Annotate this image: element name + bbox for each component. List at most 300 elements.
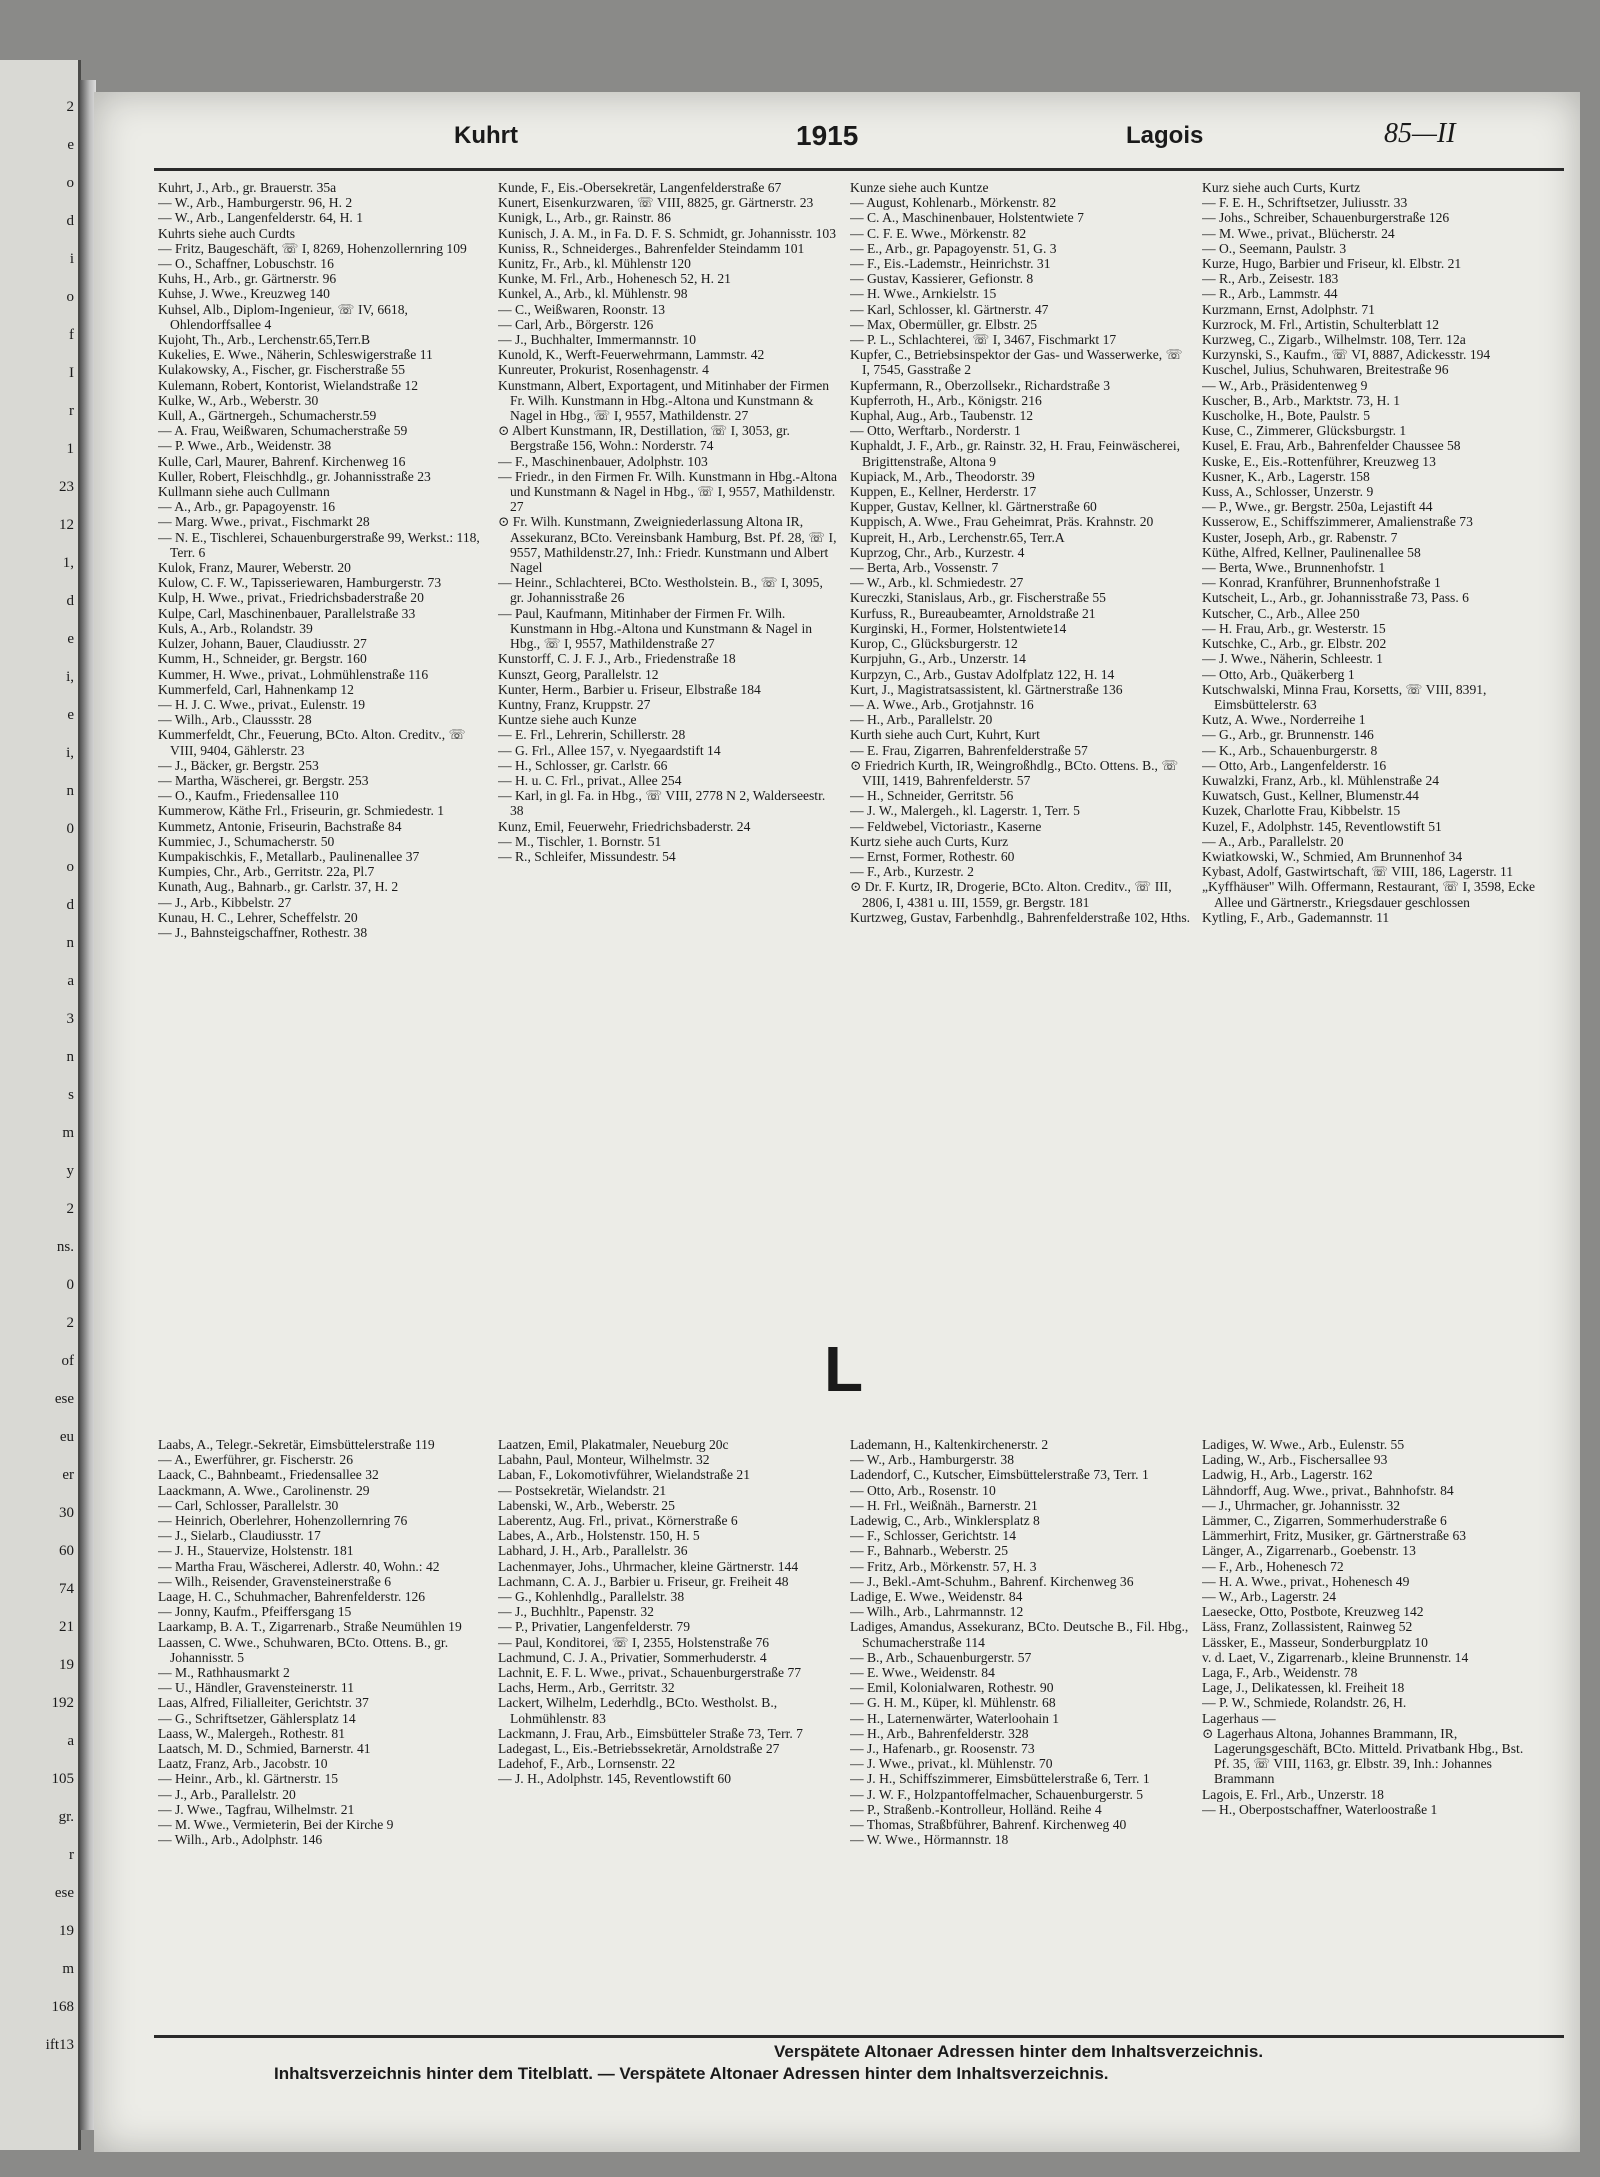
directory-entry: ⊙ Fr. Wilh. Kunstmann, Zweigniederlassung Altona IR, Assekuranz, BCto. Vereinsbank Hamburg, Bst. Pf. 28, ☏ I, 9557, Mathildenstr.27, Inh.: Friedr. Kunstmann und Albert Nagel xyxy=(498,514,837,576)
directory-entry: — H., Arb., Bahrenfelderstr. 328 xyxy=(850,1725,1029,1741)
directory-entry: — U., Händler, Gravensteinerstr. 11 xyxy=(158,1680,355,1696)
directory-entry: Kuwatsch, Gust., Kellner, Blumenstr.44 xyxy=(1202,788,1419,804)
directory-entry: Laatzen, Emil, Plakatmaler, Neueburg 20c xyxy=(498,1437,729,1452)
directory-entry: Kutscheit, L., Arb., gr. Johannisstraße 73, Pass. 6 xyxy=(1202,590,1469,606)
directory-entry: Kuse, C., Zimmerer, Glücksburgstr. 1 xyxy=(1202,423,1407,439)
directory-entry: Labenski, W., Arb., Weberstr. 25 xyxy=(498,1497,675,1513)
directory-entry: Ladiges, Amandus, Assekuranz, BCto. Deutsche B., Fil. Hbg., Schumacherstraße 114 xyxy=(850,1619,1189,1650)
directory-entry: Lackmann, J. Frau, Arb., Eimsbütteler Straße 73, Terr. 7 xyxy=(498,1725,803,1741)
left-page-fragment: y xyxy=(66,1163,74,1179)
directory-entry: ⊙ Friedrich Kurth, IR, Weingroßhdlg., BCto. Ottens. B., ☏ VIII, 1419, Bahrenfelderstr. 57 xyxy=(850,757,1179,788)
directory-entry: Lachenmayer, Johs., Uhrmacher, kleine Gärtnerstr. 144 xyxy=(498,1558,799,1574)
footer-line-2: Inhaltsverzeichnis hinter dem Titelblatt. — Verspätete Altonaer Adressen hinter dem Inhaltsverzeichnis. xyxy=(274,2064,1109,2083)
left-page-fragment: 105 xyxy=(51,1771,74,1787)
directory-entry: Kupferroth, H., Arb., Königstr. 216 xyxy=(850,392,1042,408)
directory-entry: Kurzmann, Ernst, Adolphstr. 71 xyxy=(1202,301,1375,317)
left-page-fragment: ift13 xyxy=(45,2037,74,2053)
directory-entry: Lackert, Wilhelm, Lederhdlg., BCto. Westholst. B., Lohmühlenstr. 83 xyxy=(498,1695,778,1726)
directory-entry: — A., Arb., gr. Papagoyenstr. 16 xyxy=(158,499,336,515)
directory-entry: Kuster, Joseph, Arb., gr. Rabenstr. 7 xyxy=(1202,529,1398,545)
directory-entry: — F., Maschinenbauer, Adolphstr. 103 xyxy=(498,453,708,469)
directory-entry: Ladendorf, C., Kutscher, Eimsbüttelerstraße 73, Terr. 1 xyxy=(850,1467,1149,1483)
directory-entry: Kusel, E. Frau, Arb., Bahrenfelder Chaussee 58 xyxy=(1202,438,1461,454)
directory-page xyxy=(94,92,1580,2152)
left-page-fragment: e xyxy=(67,707,74,723)
directory-entry: Kytling, F., Arb., Gademannstr. 11 xyxy=(1202,909,1390,925)
directory-entry: — Johs., Schreiber, Schauenburgerstraße 126 xyxy=(1202,210,1450,226)
directory-entry: „Kyffhäuser" Wilh. Offermann, Restaurant, ☏ I, 3598, Ecke Allee und Gärtnerstr., Kriegsdauer geschlossen xyxy=(1202,879,1536,910)
directory-entry: — Wilh., Arb., Adolphstr. 146 xyxy=(158,1832,323,1848)
directory-entry: Kuhse, J. Wwe., Kreuzweg 140 xyxy=(158,286,330,302)
directory-entry: Lademann, H., Kaltenkirchenerstr. 2 xyxy=(850,1437,1049,1452)
directory-entry: — H., Oberpostschaffner, Waterloostraße 1 xyxy=(1202,1801,1438,1817)
directory-entry: — E. Frl., Lehrerin, Schillerstr. 28 xyxy=(498,727,686,743)
directory-entry: Kunkel, A., Arb., kl. Mühlenstr. 98 xyxy=(498,286,688,302)
left-page-fragment: gr. xyxy=(58,1809,74,1825)
directory-entry: Laabs, A., Telegr.-Sekretär, Eimsbüttelerstraße 119 xyxy=(158,1437,435,1452)
left-page-fragment: 23 xyxy=(59,479,74,495)
directory-entry: Lagois, E. Frl., Arb., Unzerstr. 18 xyxy=(1202,1786,1384,1802)
directory-entry: — F., Bahnarb., Weberstr. 25 xyxy=(850,1543,1009,1559)
directory-entry: Kutz, A. Wwe., Norderreihe 1 xyxy=(1202,712,1366,728)
directory-entry: Küthe, Alfred, Kellner, Paulinenallee 58 xyxy=(1202,544,1421,560)
directory-entry: — J. Wwe., privat., kl. Mühlenstr. 70 xyxy=(850,1756,1053,1772)
directory-entry: Kummerfeldt, Chr., Feuerung, BCto. Alton. Creditv., ☏ VIII, 9404, Gählerstr. 23 xyxy=(158,727,466,758)
directory-entry: Kulp, H. Wwe., privat., Friedrichsbaderstraße 20 xyxy=(158,590,424,606)
directory-entry: — N. E., Tischlerei, Schauenburgerstraße 99, Werkst.: 118, Terr. 6 xyxy=(158,529,480,560)
directory-entry: Kuppisch, A. Wwe., Frau Geheimrat, Präs. Krahnstr. 20 xyxy=(850,514,1154,530)
directory-entry: Kuhrt, J., Arb., gr. Brauerstr. 35a xyxy=(158,180,337,195)
left-page-fragment: n xyxy=(66,783,74,799)
directory-entry: Kunert, Eisenkurzwaren, ☏ VIII, 8825, gr. Gärtnerstr. 23 xyxy=(498,195,814,211)
directory-entry: — P., Privatier, Langenfelderstr. 79 xyxy=(498,1619,690,1635)
directory-entry: — H., Schneider, Gerritstr. 56 xyxy=(850,788,1014,804)
column-k3 xyxy=(850,180,1190,1300)
left-page-fragment: er xyxy=(62,1467,74,1483)
directory-entry: — Ernst, Former, Rothestr. 60 xyxy=(850,848,1015,864)
directory-entry: Kulakowsky, A., Fischer, gr. Fischerstraße 55 xyxy=(158,362,406,378)
directory-entry: Kull, A., Gärtnergeh., Schumacherstr.59 xyxy=(158,408,377,424)
left-page-edge xyxy=(0,60,81,2150)
directory-entry: Kurfuss, R., Bureaubeamter, Arnoldstraße 21 xyxy=(850,605,1096,621)
directory-entry: Kumm, H., Schneider, gr. Bergstr. 160 xyxy=(158,651,367,667)
directory-entry: — A. Frau, Weißwaren, Schumacherstraße 59 xyxy=(158,423,408,439)
directory-entry: — Heinr., Arb., kl. Gärtnerstr. 15 xyxy=(158,1771,339,1787)
left-page-fragment: i, xyxy=(66,669,74,685)
directory-entry: Kuller, Robert, Fleischhdlg., gr. Johannisstraße 23 xyxy=(158,468,431,484)
directory-entry: — M., Tischler, 1. Bornstr. 51 xyxy=(498,833,662,849)
directory-entry: Kulemann, Robert, Kontorist, Wielandstraße 12 xyxy=(158,377,419,393)
directory-entry: Laage, H. C., Schuhmacher, Bahrenfelderstr. 126 xyxy=(158,1589,426,1605)
directory-entry: — J., Bekl.-Amt-Schuhm., Bahrenf. Kirchenweg 36 xyxy=(850,1573,1134,1589)
directory-entry: Kuntny, Franz, Kruppstr. 27 xyxy=(498,696,651,712)
directory-entry: Kuntze siehe auch Kunze xyxy=(498,712,637,728)
directory-entry: — G., Schriftsetzer, Gählersplatz 14 xyxy=(158,1710,356,1726)
directory-entry: Kupreit, H., Arb., Lerchenstr.65, Terr.A xyxy=(850,529,1065,545)
directory-entry: — J. W., Malergeh., kl. Lagerstr. 1, Terr. 5 xyxy=(850,803,1080,819)
directory-entry: — H. Frau, Arb., gr. Westerstr. 15 xyxy=(1202,620,1386,636)
directory-entry: — J., Arb., Kibbelstr. 27 xyxy=(158,894,292,910)
directory-entry: — Otto, Werftarb., Norderstr. 1 xyxy=(850,423,1021,439)
directory-entry: — F., Arb., Kurzestr. 2 xyxy=(850,864,974,880)
left-page-fragment: 0 xyxy=(66,1277,74,1293)
directory-entry: — Friedr., in den Firmen Fr. Wilh. Kunstmann in Hbg.-Altona und Kunstmann & Nagel in Hbg., ☏ I, 9557, Mathildenstr. 27 xyxy=(498,468,838,515)
left-page-fragment: o xyxy=(66,289,74,305)
left-page-fragment: i xyxy=(69,251,74,267)
directory-entry: — H., Arb., Parallelstr. 20 xyxy=(850,712,993,728)
directory-entry: Kuls, A., Arb., Rolandstr. 39 xyxy=(158,620,313,636)
directory-entry: — Konrad, Kranführer, Brunnenhofstraße 1 xyxy=(1202,575,1441,591)
directory-entry: — Fritz, Arb., Mörkenstr. 57, H. 3 xyxy=(850,1558,1037,1574)
directory-entry: — J., Buchhltr., Papenstr. 32 xyxy=(498,1604,654,1620)
directory-entry: — H., Laternenwärter, Waterloohain 1 xyxy=(850,1710,1060,1726)
directory-entry: Kummerow, Käthe Frl., Friseurin, gr. Schmiedestr. 1 xyxy=(158,803,445,819)
directory-entry: — W. Wwe., Hörmannstr. 18 xyxy=(850,1832,1009,1848)
directory-entry: — Karl, in gl. Fa. in Hbg., ☏ VIII, 2778 N 2, Walderseestr. 38 xyxy=(498,788,826,819)
directory-entry: Kurpzyn, C., Arb., Gustav Adolfplatz 122, H. 14 xyxy=(850,666,1115,682)
directory-entry: Kuhs, H., Arb., gr. Gärtnerstr. 96 xyxy=(158,271,337,287)
directory-entry: — H. Wwe., Arnkielstr. 15 xyxy=(850,286,997,302)
directory-entry: — Max, Obermüller, gr. Elbstr. 25 xyxy=(850,316,1038,332)
column-k4 xyxy=(1202,180,1542,1300)
column-k2 xyxy=(498,180,838,1300)
left-page-fragment: 2 xyxy=(66,1201,74,1217)
directory-entry: Kunze siehe auch Kuntze xyxy=(850,180,989,195)
directory-entry: — Fritz, Baugeschäft, ☏ I, 8269, Hohenzollernring 109 xyxy=(158,240,467,256)
directory-entry: Kunigk, L., Arb., gr. Rainstr. 86 xyxy=(498,210,671,226)
left-page-fragment: 168 xyxy=(51,1999,74,2015)
directory-entry: — C., Weißwaren, Roonstr. 13 xyxy=(498,301,666,317)
directory-entry: — Thomas, Straßbführer, Bahrenf. Kirchenweg 40 xyxy=(850,1817,1127,1833)
directory-entry: — G., Kohlenhdlg., Parallelstr. 38 xyxy=(498,1589,685,1605)
directory-entry: Laass, W., Malergeh., Rothestr. 81 xyxy=(158,1725,346,1741)
directory-entry: Kurth siehe auch Curt, Kuhrt, Kurt xyxy=(850,727,1040,743)
directory-entry: Lachmann, C. A. J., Barbier u. Friseur, gr. Freiheit 48 xyxy=(498,1573,789,1589)
directory-entry: — R., Schleifer, Missundestr. 54 xyxy=(498,848,676,864)
directory-entry: Lämmer, C., Zigarren, Sommerhuderstraße 6 xyxy=(1202,1513,1447,1529)
running-header xyxy=(94,118,1580,158)
directory-entry: — H. A. Wwe., privat., Hohenesch 49 xyxy=(1202,1573,1410,1589)
directory-entry: — Postsekretär, Wielandstr. 21 xyxy=(498,1482,667,1498)
directory-entry: — Berta, Wwe., Brunnenhofstr. 1 xyxy=(1202,560,1386,576)
directory-entry: — M., Rathhausmarkt 2 xyxy=(158,1665,290,1681)
directory-entry: — A., Ewerführer, gr. Fischerstr. 26 xyxy=(158,1452,354,1468)
directory-entry: — C. F. E. Wwe., Mörkenstr. 82 xyxy=(850,225,1027,241)
directory-entry: Kuniss, R., Schneiderges., Bahrenfelder Steindamm 101 xyxy=(498,240,805,256)
directory-entry: — J. W. F., Holzpantoffelmacher, Schauenburgerstr. 5 xyxy=(850,1786,1144,1802)
directory-entry: Laga, F., Arb., Weidenstr. 78 xyxy=(1202,1665,1358,1681)
directory-entry: Lässker, E., Masseur, Sonderburgplatz 10 xyxy=(1202,1634,1428,1650)
left-page-fragment: ese xyxy=(54,1391,74,1407)
directory-entry: — C. A., Maschinenbauer, Holstentwiete 7 xyxy=(850,210,1084,226)
left-page-fragment: d xyxy=(66,213,74,229)
directory-entry: — J., Arb., Parallelstr. 20 xyxy=(158,1786,296,1802)
left-page-fragment: 1 xyxy=(66,441,74,457)
directory-entry: — J. H., Schiffszimmerer, Eimsbüttelerstraße 6, Terr. 1 xyxy=(850,1771,1150,1787)
directory-entry: Kuhsel, Alb., Diplom-Ingenieur, ☏ IV, 6618, Ohlendorffsallee 4 xyxy=(158,301,408,332)
directory-entry: — O., Kaufm., Friedensallee 110 xyxy=(158,788,339,804)
directory-entry: Kutschke, C., Arb., gr. Elbstr. 202 xyxy=(1202,636,1387,652)
directory-entry: Lachmund, C. J. A., Privatier, Sommerhuderstr. 4 xyxy=(498,1649,767,1665)
directory-entry: — E., Arb., gr. Papagoyenstr. 51, G. 3 xyxy=(850,240,1057,256)
left-page-fragment: e xyxy=(67,137,74,153)
directory-entry: Kurtzweg, Gustav, Farbenhdlg., Bahrenfelderstraße 102, Hths. xyxy=(850,909,1190,925)
directory-entry: ⊙ Dr. F. Kurtz, IR, Drogerie, BCto. Alton. Creditv., ☏ III, 2806, I, 4381 u. III, 1559, gr. Bergstr. 181 xyxy=(850,879,1172,910)
directory-entry: — P. W., Schmiede, Rolandstr. 26, H. xyxy=(1202,1695,1407,1711)
directory-entry: Kunstmann, Albert, Exportagent, und Mitinhaber der Firmen Fr. Wilh. Kunstmann in Hbg.-Altona und Kunstmann & Nagel in Hbg., ☏ I, 9557, Mathildenstr. 27 xyxy=(498,377,830,424)
left-page-fragment: f xyxy=(69,327,74,343)
directory-entry: — G. H. M., Küper, kl. Mühlenstr. 68 xyxy=(850,1695,1056,1711)
directory-entry: — Feldwebel, Victoriastr., Kaserne xyxy=(850,818,1042,834)
directory-entry: — Paul, Konditorei, ☏ I, 2355, Holstenstraße 76 xyxy=(498,1634,770,1650)
directory-entry: Kupfermann, R., Oberzollsekr., Richardstraße 3 xyxy=(850,377,1111,393)
directory-entry: Kuske, E., Eis.-Rottenführer, Kreuzweg 13 xyxy=(1202,453,1436,469)
left-page-fragment: s xyxy=(68,1087,74,1103)
left-page-fragment: I xyxy=(69,365,74,381)
directory-entry: Länger, A., Zigarrenarb., Goebenstr. 13 xyxy=(1202,1543,1416,1559)
left-page-fragment: m xyxy=(62,1125,74,1141)
left-page-fragment: 74 xyxy=(59,1581,74,1597)
directory-entry: Kunke, M. Frl., Arb., Hohenesch 52, H. 21 xyxy=(498,271,731,287)
directory-entry: — A., Arb., Parallelstr. 20 xyxy=(1202,833,1344,849)
header-last-name: Lagois xyxy=(1126,122,1204,149)
directory-entry: Kupper, Gustav, Kellner, kl. Gärtnerstraße 60 xyxy=(850,499,1097,515)
header-year: 1915 xyxy=(796,120,859,151)
directory-entry: — Heinrich, Oberlehrer, Hohenzollernring 76 xyxy=(158,1513,408,1529)
left-page-fragment: 19 xyxy=(59,1923,74,1939)
directory-entry: Kurze, Hugo, Barbier und Friseur, kl. Elbstr. 21 xyxy=(1202,256,1462,272)
directory-entry: Laberentz, Aug. Frl., privat., Körnerstraße 6 xyxy=(498,1513,738,1529)
left-page-fragment: o xyxy=(66,175,74,191)
left-page-fragment: 2 xyxy=(66,99,74,115)
directory-entry: Kumpakischkis, F., Metallarb., Paulinenallee 37 xyxy=(158,848,420,864)
directory-entry: Laban, F., Lokomotivführer, Wielandstraße 21 xyxy=(498,1467,751,1483)
directory-entry: — Carl, Schlosser, Parallelstr. 30 xyxy=(158,1497,339,1513)
directory-entry: — Martha Frau, Wäscherei, Adlerstr. 40, Wohn.: 42 xyxy=(158,1558,440,1574)
directory-entry: — Carl, Arb., Börgerstr. 126 xyxy=(498,316,654,332)
directory-entry: Kuss, A., Schlosser, Unzerstr. 9 xyxy=(1202,484,1374,500)
directory-entry: Kuzek, Charlotte Frau, Kibbelstr. 15 xyxy=(1202,803,1401,819)
directory-entry: Lage, J., Delikatessen, kl. Freiheit 18 xyxy=(1202,1680,1405,1696)
directory-entry: Laatz, Franz, Arb., Jacobstr. 10 xyxy=(158,1756,328,1772)
directory-entry: ⊙ Albert Kunstmann, IR, Destillation, ☏ I, 3053, gr. Bergstraße 156, Wohn.: Norderstr. 74 xyxy=(498,423,790,454)
directory-entry: — J., Buchhalter, Immermannstr. 10 xyxy=(498,332,697,348)
directory-entry: Kupiack, M., Arb., Theodorstr. 39 xyxy=(850,468,1035,484)
directory-entry: Laack, C., Bahnbeamt., Friedensallee 32 xyxy=(158,1467,379,1483)
directory-entry: Kuscholke, H., Bote, Paulstr. 5 xyxy=(1202,408,1371,424)
directory-entry: Kuphal, Aug., Arb., Taubenstr. 12 xyxy=(850,408,1034,424)
left-page-fragment: ese xyxy=(54,1885,74,1901)
directory-entry: — M. Wwe., Vermieterin, Bei der Kirche 9 xyxy=(158,1817,394,1833)
directory-entry: — J., Hafenarb., gr. Roosenstr. 73 xyxy=(850,1741,1035,1757)
directory-entry: Lähndorff, Aug. Wwe., privat., Bahnhofstr. 84 xyxy=(1202,1482,1454,1498)
directory-entry: Labhard, J. H., Arb., Parallelstr. 36 xyxy=(498,1543,688,1559)
directory-entry: Kuzel, F., Adolphstr. 145, Reventlowstift 51 xyxy=(1202,818,1442,834)
directory-entry: Kunter, Herm., Barbier u. Friseur, Elbstraße 184 xyxy=(498,681,761,697)
directory-entry: — G. Frl., Allee 157, v. Nyegaardstift 14 xyxy=(498,742,721,758)
directory-entry: Kutscher, C., Arb., Allee 250 xyxy=(1202,605,1360,621)
directory-entry: — W., Arb., Hamburgerstr. 38 xyxy=(850,1452,1014,1468)
section-letter: L xyxy=(824,1333,864,1405)
directory-entry: — Wilh., Arb., Lahrmannstr. 12 xyxy=(850,1604,1024,1620)
directory-entry: — Karl, Schlosser, kl. Gärtnerstr. 47 xyxy=(850,301,1049,317)
directory-entry: Lachnit, E. F. L. Wwe., privat., Schauenburgerstraße 77 xyxy=(498,1665,802,1681)
directory-entry: Kunau, H. C., Lehrer, Scheffelstr. 20 xyxy=(158,909,358,925)
column-l1 xyxy=(158,1437,486,2032)
header-rule xyxy=(154,168,1564,171)
left-page-fragment: 21 xyxy=(59,1619,74,1635)
directory-entry: Kuscher, B., Arb., Marktstr. 73, H. 1 xyxy=(1202,392,1401,408)
left-page-fragment: d xyxy=(66,897,74,913)
directory-entry: Laatsch, M. D., Schmied, Barnerstr. 41 xyxy=(158,1741,371,1757)
directory-entry: Lagerhaus — xyxy=(1202,1710,1276,1726)
directory-entry: Labahn, Paul, Monteur, Wilhelmstr. 32 xyxy=(498,1452,710,1468)
directory-entry: — H. J. C. Wwe., privat., Eulenstr. 19 xyxy=(158,696,366,712)
directory-entry: — M. Wwe., privat., Blücherstr. 24 xyxy=(1202,225,1395,241)
directory-entry: Kunath, Aug., Bahnarb., gr. Carlstr. 37, H. 2 xyxy=(158,879,399,895)
directory-entry: Kulzer, Johann, Bauer, Claudiusstr. 27 xyxy=(158,636,367,652)
directory-entry: ⊙ Lagerhaus Altona, Johannes Brammann, IR, Lagerungsgeschäft, BCto. Mitteld. Privatbank Hbg., Bst. Pf. 35, ☏ VIII, 1163, gr. Elbstr. 39, Inh.: Johannes Brammann xyxy=(1202,1725,1524,1787)
directory-entry: — F., Arb., Hohenesch 72 xyxy=(1202,1558,1344,1574)
directory-entry: Kuwalzki, Franz, Arb., kl. Mühlenstraße 24 xyxy=(1202,772,1440,788)
directory-entry: Ladiges, W. Wwe., Arb., Eulenstr. 55 xyxy=(1202,1437,1405,1452)
directory-entry: — E. Wwe., Weidenstr. 84 xyxy=(850,1665,995,1681)
directory-entry: Kurtz siehe auch Curts, Kurz xyxy=(850,833,1009,849)
directory-entry: Kunitz, Fr., Arb., kl. Mühlenstr 120 xyxy=(498,256,691,272)
directory-entry: — P. L., Schlachterei, ☏ I, 3467, Fischmarkt 17 xyxy=(850,332,1117,348)
directory-entry: — G., Arb., gr. Brunnenstr. 146 xyxy=(1202,727,1374,743)
directory-entry: Kurzweg, C., Zigarb., Wilhelmstr. 108, Terr. 12a xyxy=(1202,332,1466,348)
left-page-fragment: eu xyxy=(59,1429,74,1445)
left-page-fragment: i, xyxy=(66,745,74,761)
directory-entry: — W., Arb., Lagerstr. 24 xyxy=(1202,1589,1337,1605)
directory-entry: Laesecke, Otto, Postbote, Kreuzweg 142 xyxy=(1202,1604,1424,1620)
directory-entry: — J. H., Adolphstr. 145, Reventlowstift 60 xyxy=(498,1771,731,1787)
directory-entry: Kulle, Carl, Maurer, Bahrenf. Kirchenweg 16 xyxy=(158,453,406,469)
directory-entry: Lachs, Herm., Arb., Gerritstr. 32 xyxy=(498,1680,675,1696)
directory-entry: Kusner, K., Arb., Lagerstr. 158 xyxy=(1202,468,1370,484)
directory-entry: Laas, Alfred, Filialleiter, Gerichtstr. 37 xyxy=(158,1695,369,1711)
directory-entry: — J., Uhrmacher, gr. Johannisstr. 32 xyxy=(1202,1497,1401,1513)
directory-entry: — E. Frau, Zigarren, Bahrenfelderstraße 57 xyxy=(850,742,1088,758)
directory-entry: — J., Bahnsteigschaffner, Rothestr. 38 xyxy=(158,924,368,940)
directory-entry: Laackmann, A. Wwe., Carolinenstr. 29 xyxy=(158,1482,370,1498)
directory-entry: Kummer, H. Wwe., privat., Lohmühlenstraße 116 xyxy=(158,666,429,682)
directory-entry: — P., Straßenb.-Kontrolleur, Holländ. Reihe 4 xyxy=(850,1801,1102,1817)
left-page-fragment: 1, xyxy=(62,555,74,571)
directory-entry: Kukelies, E. Wwe., Näherin, Schleswigerstraße 11 xyxy=(158,347,433,363)
directory-entry: Kuprzog, Chr., Arb., Kurzestr. 4 xyxy=(850,544,1025,560)
directory-entry: Kuhrts siehe auch Curdts xyxy=(158,225,296,241)
directory-entry: Kujoht, Th., Arb., Lerchenstr.65,Terr.B xyxy=(158,332,371,348)
directory-entry: — Otto, Arb., Rosenstr. 10 xyxy=(850,1482,996,1498)
directory-entry: Ladehof, F., Arb., Lornsenstr. 22 xyxy=(498,1756,676,1772)
directory-entry: Kurginski, H., Former, Holstentwiete14 xyxy=(850,620,1067,636)
directory-entry: Kumpies, Chr., Arb., Gerritstr. 22a, Pl.7 xyxy=(158,864,375,880)
left-page-fragment: r xyxy=(69,403,74,419)
directory-entry: Kulpe, Carl, Maschinenbauer, Parallelstraße 33 xyxy=(158,605,416,621)
directory-entry: Kurpjuhn, G., Arb., Unzerstr. 14 xyxy=(850,651,1026,667)
directory-entry: Lading, W., Arb., Fischersallee 93 xyxy=(1202,1452,1388,1468)
left-page-fragment: n xyxy=(66,1049,74,1065)
directory-entry: — A. Wwe., Arb., Grotjahnstr. 16 xyxy=(850,696,1034,712)
left-page-fragment: r xyxy=(69,1847,74,1863)
left-page-fragment: 2 xyxy=(66,1315,74,1331)
header-first-name: Kuhrt xyxy=(454,122,518,149)
directory-entry: — W., Arb., kl. Schmiedestr. 27 xyxy=(850,575,1024,591)
directory-entry: — Otto, Arb., Quäkerberg 1 xyxy=(1202,666,1355,682)
directory-entry: — Emil, Kolonialwaren, Rothestr. 90 xyxy=(850,1680,1054,1696)
left-page-fragment: 192 xyxy=(51,1695,74,1711)
left-page-fragment: m xyxy=(62,1961,74,1977)
directory-entry: Kunstorff, C. J. F. J., Arb., Friedenstraße 18 xyxy=(498,651,736,667)
directory-entry: — W., Arb., Langenfelderstr. 64, H. 1 xyxy=(158,210,364,226)
directory-entry: Kurzynski, S., Kaufm., ☏ VI, 8887, Adickesstr. 194 xyxy=(1202,347,1491,363)
directory-entry: — Martha, Wäscherei, gr. Bergstr. 253 xyxy=(158,772,369,788)
left-page-fragment: 30 xyxy=(59,1505,74,1521)
left-page-fragment: a xyxy=(67,973,74,989)
left-page-fragment: 19 xyxy=(59,1657,74,1673)
directory-entry: Kunz, Emil, Feuerwehr, Friedrichsbaderstr. 24 xyxy=(498,818,751,834)
left-page-fragment: e xyxy=(67,631,74,647)
directory-entry: Kybast, Adolf, Gastwirtschaft, ☏ VIII, 186, Lagerstr. 11 xyxy=(1202,864,1514,880)
left-page-fragment: 60 xyxy=(59,1543,74,1559)
directory-entry: Ladegast, L., Eis.-Betriebssekretär, Arnoldstraße 27 xyxy=(498,1741,780,1757)
directory-entry: — J. Wwe., Näherin, Schleestr. 1 xyxy=(1202,651,1383,667)
directory-entry: Kutschwalski, Minna Frau, Korsetts, ☏ VIII, 8391, Eimsbüttelerstr. 63 xyxy=(1202,681,1487,712)
directory-entry: Kuphaldt, J. F., Arb., gr. Rainstr. 32, H. Frau, Feinwäscherei, Brigittenstraße, Altona 9 xyxy=(850,438,1181,469)
directory-entry: Lämmerhirt, Fritz, Musiker, gr. Gärtnerstraße 63 xyxy=(1202,1528,1467,1544)
directory-entry: Kunreuter, Prokurist, Rosenhagenstr. 4 xyxy=(498,362,709,378)
directory-entry: — Jonny, Kaufm., Pfeiffersgang 15 xyxy=(158,1604,352,1620)
directory-entry: — Berta, Arb., Vossenstr. 7 xyxy=(850,560,999,576)
directory-entry: — Marg. Wwe., privat., Fischmarkt 28 xyxy=(158,514,370,530)
directory-entry: — F. E. H., Schriftsetzer, Juliusstr. 33 xyxy=(1202,195,1408,211)
directory-entry: — P., Wwe., gr. Bergstr. 250a, Lejastift 44 xyxy=(1202,499,1433,515)
left-page-fragment: ns. xyxy=(56,1239,74,1255)
directory-entry: — Heinr., Schlachterei, BCto. Westholstein. B., ☏ I, 3095, gr. Johannisstraße 26 xyxy=(498,575,823,606)
footer-rule xyxy=(154,2035,1564,2038)
directory-entry: Laarkamp, B. A. T., Zigarrenarb., Straße Neumühlen 19 xyxy=(158,1619,462,1635)
directory-entry: Kusserow, E., Schiffszimmerer, Amalienstraße 73 xyxy=(1202,514,1473,530)
column-l3 xyxy=(850,1437,1190,2032)
directory-entry: Labes, A., Arb., Holstenstr. 150, H. 5 xyxy=(498,1528,700,1544)
left-page-fragment: 0 xyxy=(66,821,74,837)
directory-entry: Kupfer, C., Betriebsinspektor der Gas- und Wasserwerke, ☏ I, 7545, Gasstraße 2 xyxy=(850,347,1183,378)
directory-entry: — H. u. C. Frl., privat., Allee 254 xyxy=(498,772,682,788)
column-l2 xyxy=(498,1437,838,2032)
directory-entry: Kummerfeld, Carl, Hahnenkamp 12 xyxy=(158,681,354,697)
directory-entry: Kullmann siehe auch Cullmann xyxy=(158,484,330,500)
directory-entry: — F., Eis.-Lademstr., Heinrichstr. 31 xyxy=(850,256,1051,272)
directory-entry: — R., Arb., Lammstr. 44 xyxy=(1202,286,1338,302)
left-page-fragment: of xyxy=(61,1353,74,1369)
directory-entry: — W., Arb., Präsidentenweg 9 xyxy=(1202,377,1368,393)
directory-entry: Kulok, Franz, Maurer, Weberstr. 20 xyxy=(158,560,351,576)
directory-entry: Kwiatkowski, W., Schmied, Am Brunnenhof 34 xyxy=(1202,848,1463,864)
directory-entry: Kuschel, Julius, Schuhwaren, Breitestraße 96 xyxy=(1202,362,1449,378)
directory-entry: Kureczki, Stanislaus, Arb., gr. Fischerstraße 55 xyxy=(850,590,1106,606)
directory-entry: — O., Seemann, Paulstr. 3 xyxy=(1202,240,1347,256)
directory-entry: — K., Arb., Schauenburgerstr. 8 xyxy=(1202,742,1378,758)
directory-entry: — Gustav, Kassierer, Gefionstr. 8 xyxy=(850,271,1034,287)
directory-entry: — Otto, Arb., Langenfelderstr. 16 xyxy=(1202,757,1387,773)
directory-entry: Ladwig, H., Arb., Lagerstr. 162 xyxy=(1202,1467,1373,1483)
directory-entry: Läss, Franz, Zollassistent, Rainweg 52 xyxy=(1202,1619,1413,1635)
directory-entry: — H. Frl., Weißnäh., Barnerstr. 21 xyxy=(850,1497,1038,1513)
directory-entry: Kurz siehe auch Curts, Kurtz xyxy=(1202,180,1361,195)
directory-entry: — O., Schaffner, Lobuschstr. 16 xyxy=(158,256,334,272)
